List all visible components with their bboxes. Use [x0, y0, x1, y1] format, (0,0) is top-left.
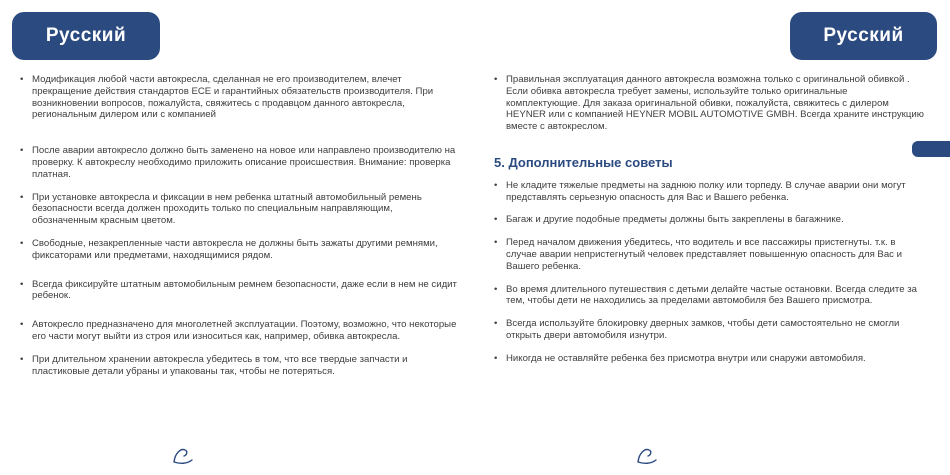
list-item: • Всегда фиксируйте штатным автомобильным ремнем безопасности, даже если в нем не сидит ребенок. [20, 279, 460, 303]
list-item: • Во время длительного путешествия с детьми делайте частые остановки. Всегда следите за тем, чтобы дети не находились за пределами автомобиля без Вашего присмотра. [494, 284, 924, 308]
curved-logo-icon [636, 445, 658, 467]
curved-logo-icon [172, 445, 194, 467]
list-item: • При установке автокресла и фиксации в нем ребенка штатный автомобильный ремень безопасности всегда должен проходить только по специальным направляющим, обозначенным красным цветом. [20, 192, 460, 227]
left-page-column [20, 74, 460, 377]
list-item: • Правильная эксплуатация данного автокресла возможна только с оригинальной обивкой . Если обивка автокресла требует замены, используйте только оригинальные комплектующие. Для заказа оригинальной обивки, пожалуйста, свяжитесь с дилером HEYNER или с компанией HEYNER MOBIL AUTOMOTIVE GMBH. Всегда храните инструкцию вместе с автокреслом. [494, 74, 924, 133]
list-item: • Багаж и другие подобные предметы должны быть закреплены в багажнике. [494, 214, 924, 226]
language-tab-left: Русский [12, 12, 160, 60]
list-item: • Модификация любой части автокресла, сделанная не его производителем, влечет прекращение действия стандартов ECE и гарантийных обязательств производителя. При возникновении вопросов, пожалуйста, свяжитесь с продавцом данного автокресла, региональным дилером или с компанией [20, 74, 460, 121]
list-item: • Перед началом движения убедитесь, что водитель и все пассажиры пристегнуты. т.к. в случае аварии непристегнутый человек представляет повышенную опасность для Вас и Вашего ребенка. [494, 237, 924, 272]
list-item: • При длительном хранении автокресла убедитесь в том, что все твердые запчасти и пластиковые детали убраны и упакованы так, чтобы не потеряться. [20, 354, 460, 378]
language-tab-right: Русский [790, 12, 937, 60]
list-item: • После аварии автокресло должно быть заменено на новое или направлено производителю на проверку. К автокреслу необходимо приложить описание происшествия. Внимание: проверка платная. [20, 145, 460, 180]
list-item: • Автокресло предназначено для многолетней эксплуатации. Поэтому, возможно, что некоторые его части могут выйти из строя или износиться как, например, обивка автокресла. [20, 319, 460, 343]
right-page-column [494, 74, 924, 365]
section-title: 5. Дополнительные советы [494, 154, 673, 170]
list-item: • Всегда используйте блокировку дверных замков, чтобы дети самостоятельно не смогли открыть двери автомобиля изнутри. [494, 318, 924, 342]
list-item: • Никогда не оставляйте ребенка без присмотра внутри или снаружи автомобиля. [494, 353, 924, 365]
list-item: • Не кладите тяжелые предметы на заднюю полку или торпеду. В случае аварии они могут представлять серьезную опасность для Вас и Вашего ребенка. [494, 180, 924, 204]
list-item: • Свободные, незакрепленные части автокресла не должны быть зажаты другими ремнями, фиксаторами или предметами, находящимися рядом. [20, 238, 460, 262]
